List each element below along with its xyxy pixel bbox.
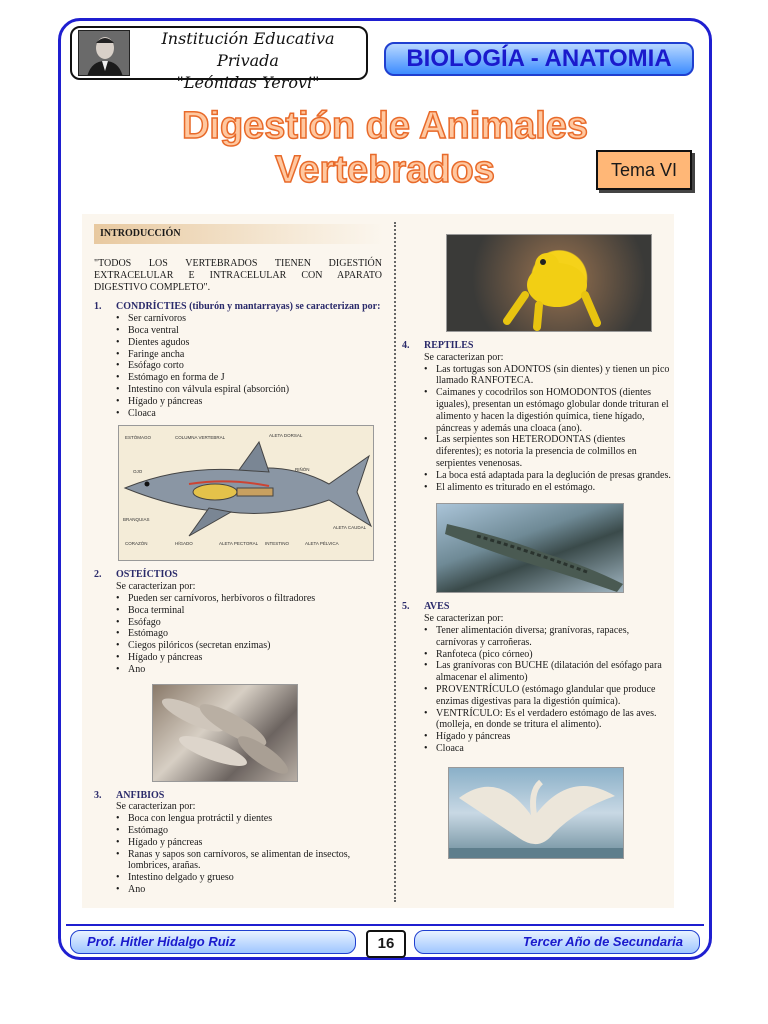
footer-grade: Tercer Año de Secundaria — [414, 930, 700, 954]
list-item: • Estómago en forma de J — [116, 372, 390, 384]
list-item: • Tener alimentación diversa; granívoras, rapaces, carnívoras y carroñeras. — [424, 625, 672, 649]
footer-teacher: Prof. Hitler Hidalgo Ruiz — [70, 930, 356, 954]
list-item: • Las tortugas son ADONTOS (sin dientes) y tienen un pico llamado RANFOTECA. — [424, 364, 672, 388]
section-number: 1. — [94, 301, 102, 313]
list-item: • Esófago corto — [116, 360, 390, 372]
section-condricties — [94, 301, 390, 561]
list-item: • Ciegos pilóricos (secretan enzimas) — [116, 640, 390, 652]
subject-banner: BIOLOGÍA - ANATOMIA — [384, 42, 694, 76]
list-item: • Boca con lengua protráctil y dientes — [116, 813, 390, 825]
list-item: • La boca está adaptada para la deglución de presas grandes. — [424, 470, 672, 482]
section-subheading: Se caracterizan por: — [116, 581, 196, 593]
aves-list — [402, 625, 672, 755]
condricties-list — [94, 313, 390, 419]
section-heading — [94, 790, 390, 802]
diagram-label: ALETA PÉLVICA — [305, 541, 339, 547]
diagram-label: CORAZÓN — [125, 541, 148, 547]
diagram-label: BRANQUIAS — [123, 517, 150, 523]
section-title: AVES — [424, 601, 450, 613]
diagram-label: OJO — [133, 469, 143, 475]
list-item: • El alimento es triturado en el estómago. — [424, 482, 672, 494]
list-item: • Ser carnívoros — [116, 313, 390, 325]
list-item: • Intestino delgado y grueso — [116, 872, 390, 884]
section-number: 5. — [402, 601, 410, 613]
diagram-label: ALETA CAUDAL — [333, 525, 367, 531]
left-column — [94, 214, 390, 896]
list-item: • Hígado y páncreas — [116, 396, 390, 408]
reptiles-list — [402, 364, 672, 494]
page-number: 16 — [366, 930, 406, 958]
shark-anatomy-diagram — [118, 425, 374, 561]
page-title — [150, 104, 620, 192]
swan-photo — [448, 767, 624, 859]
list-item: • Las serpientes son HETERODONTAS (dientes diferentes); es notoria la presencia de colmillos en serpientes venenosas. — [424, 434, 672, 469]
right-column — [402, 214, 672, 859]
diagram-label: RIÑÓN — [295, 467, 310, 473]
school-name — [132, 28, 364, 94]
section-subheading: Se caracterizan por: — [116, 801, 196, 813]
list-item: • Faringe ancha — [116, 349, 390, 361]
tema-badge: Tema VI — [596, 150, 692, 190]
article-scan — [82, 214, 674, 908]
section-anfibios — [94, 790, 390, 896]
list-item: • Dientes agudos — [116, 337, 390, 349]
section-heading — [94, 301, 390, 313]
list-item: • Caimanes y cocodrilos son HOMODONTOS (dientes iguales), presentan un estómago globular donde trituran el alimento y hacen la digestión química, tiene hígado, páncreas y además una cloaca (ano). — [424, 387, 672, 434]
fish-photo — [152, 684, 298, 782]
section-number: 4. — [402, 340, 410, 351]
section-heading — [94, 569, 390, 581]
section-subheading: Se caracterizan por: — [424, 613, 504, 625]
section-title: OSTEÍCTIOS — [116, 569, 178, 581]
founder-portrait — [78, 30, 130, 76]
school-name-line2: "Leónidas Yerovi" — [176, 73, 320, 92]
anfibios-list — [94, 813, 390, 896]
section-number: 2. — [94, 569, 102, 581]
section-subheading: Se caracterizan por: — [424, 351, 504, 363]
list-item: • Ranas y sapos son carnívoros, se alimentan de insectos, lombrices, arañas. — [116, 849, 390, 873]
section-number: 3. — [94, 789, 102, 801]
frog-photo — [446, 234, 652, 332]
list-item: • Ano — [116, 884, 390, 896]
diagram-label: ALETA DORSAL — [269, 433, 303, 439]
crocodile-photo — [436, 503, 624, 593]
intro-quote: "TODOS LOS VERTEBRADOS TIENEN DIGESTIÓN EXTRACELULAR E INTRACELULAR CON APARATO DIGESTIVO COMPLETO". — [94, 258, 382, 293]
list-item: • Estómago — [116, 825, 390, 837]
section-aves — [402, 601, 672, 858]
section-title: CONDRÍCTIES (tiburón y mantarrayas) se caracterizan por: — [116, 301, 381, 313]
school-name-line1: Institución Educativa Privada — [161, 29, 335, 70]
diagram-label: HÍGADO — [175, 541, 193, 547]
section-osteicties — [94, 569, 390, 781]
list-item: • Hígado y páncreas — [424, 731, 672, 743]
osteicties-list — [94, 593, 390, 676]
section-heading — [402, 340, 672, 352]
list-item: • Hígado y páncreas — [116, 837, 390, 849]
list-item: • Ranfoteca (pico córneo) — [424, 649, 672, 661]
list-item: • Boca terminal — [116, 605, 390, 617]
section-heading — [402, 601, 672, 613]
diagram-label: COLUMNA VERTEBRAL — [175, 435, 226, 441]
list-item: • Hígado y páncreas — [116, 652, 390, 664]
column-divider — [394, 222, 396, 902]
list-item: • Estómago — [116, 628, 390, 640]
section-title: REPTILES — [424, 340, 474, 351]
list-item: • Esófago — [116, 617, 390, 629]
list-item: • VENTRÍCULO: Es el verdadero estómago de las aves.(molleja, en donde se tritura el alimento). — [424, 708, 672, 732]
list-item: • Cloaca — [424, 743, 672, 755]
list-item: • Ano — [116, 664, 390, 676]
list-item: • Intestino con válvula espiral (absorción) — [116, 384, 390, 396]
list-item: • Las granívoras con BUCHE (dilatación del esófago para almacenar el alimento) — [424, 660, 672, 684]
list-item: • Cloaca — [116, 408, 390, 420]
diagram-label: ESTÓMAGO — [125, 435, 152, 441]
list-item: • PROVENTRÍCULO (estómago glandular que produce enzimas digestivas para la digestión química). — [424, 684, 672, 708]
title-line1: Digestión de Animales — [181, 105, 589, 147]
title-line2: Vertebrados — [275, 149, 495, 191]
section-reptiles — [402, 340, 672, 593]
list-item: • Pueden ser carnívoros, herbívoros o filtradores — [116, 593, 390, 605]
intro-heading: INTRODUCCIÓN — [94, 224, 384, 244]
list-item: • Boca ventral — [116, 325, 390, 337]
diagram-label: ALETA PECTORAL — [219, 541, 259, 547]
diagram-label: INTESTINO — [265, 541, 290, 547]
section-title: ANFIBIOS — [116, 789, 165, 801]
